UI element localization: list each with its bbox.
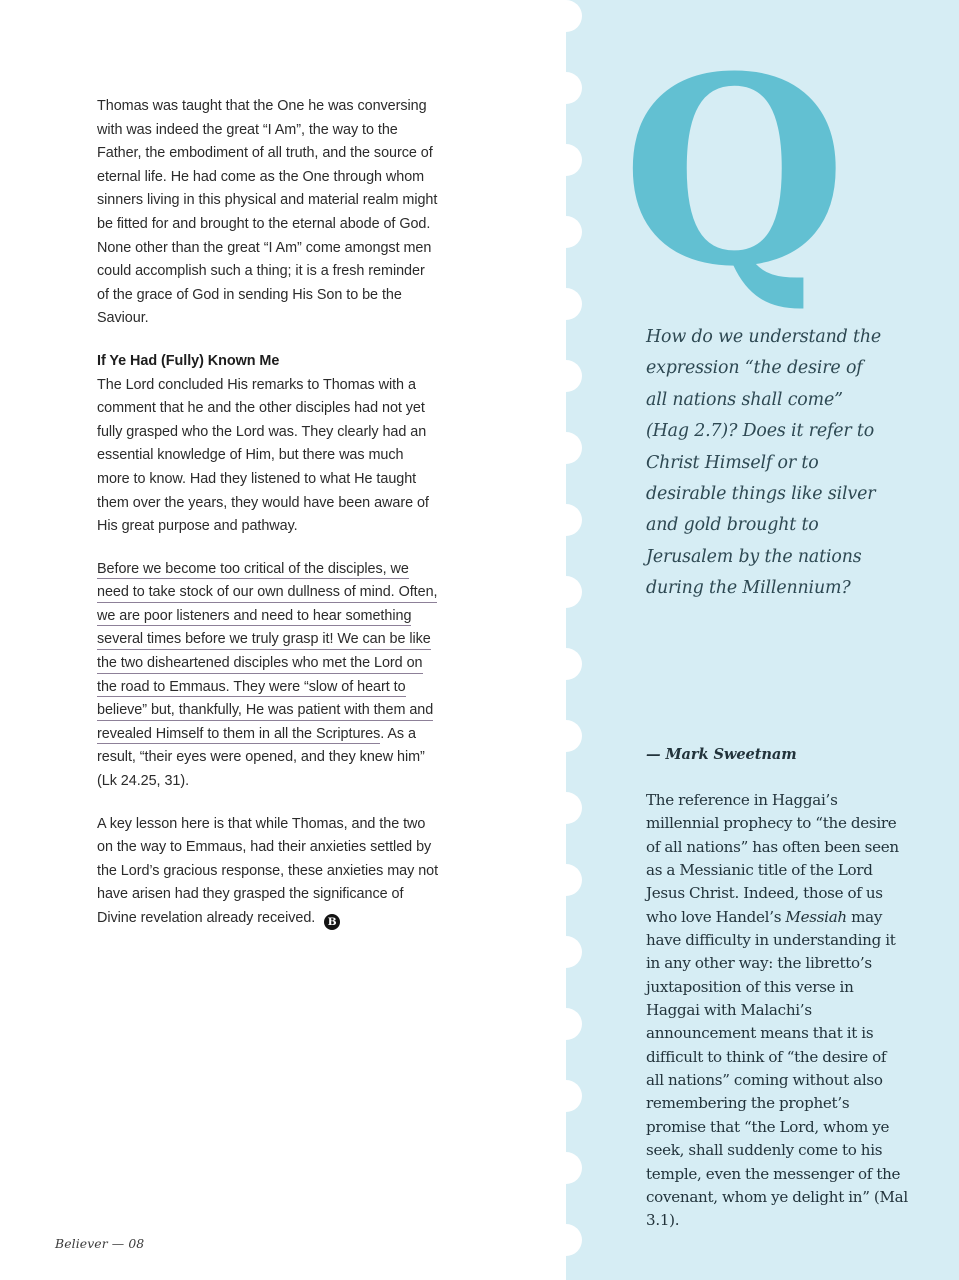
end-of-article-mark: B — [324, 914, 340, 930]
scallop-notch — [550, 792, 582, 824]
answer-part-2: may have difficulty in understanding it in any other way: the libretto’s juxtaposition of this verse in Haggai with Malachi’s announcement means that it is difficult to think of “the desire of all nations” coming without also remembering the prophet’s promise that “the Lord, whom ye seek, shall suddenly come to his temple, even the messenger of the covenant, whom ye delight in” (Mal 3.1). — [646, 907, 908, 1230]
question-text: How do we understand the expression “the desire of all nations shall come” (Hag 2.7)? Does it refer to Christ Himself or to desirable things like silver and gold brought to Jerusalem by the nations during the Millennium? — [646, 327, 882, 599]
paragraph-3-tail: . As a result, “their eyes were opened, and they knew him” (Lk 24.25, 31). — [97, 725, 425, 790]
scallop-notch — [550, 1008, 582, 1040]
answer-part-1: The reference in Haggai’s millennial prophecy to “the desire of all nations” has often been seen as a Messianic title of the Lord Jesus Christ. Indeed, those of us who love Handel’s — [646, 791, 899, 926]
paragraph-4-text: A key lesson here is that while Thomas, and the two on the way to Emmaus, had their anxieties settled by the Lord’s gracious response, these anxieties may not have arisen had they grasped the significance of Divine revelation already received. — [97, 815, 439, 926]
scallop-notch — [550, 1152, 582, 1184]
article-paragraph-3 — [97, 558, 439, 794]
article-paragraph-1: Thomas was taught that the One he was conversing with was indeed the great “I Am”, the way to the Father, the embodiment of all truth, and the source of eternal life. He had come as the One through whom sinners living in this physical and material realm might be fitted for and brought to the eternal abode of God. None other than the great “I Am” come amongst men could accomplish such a thing; it is a fresh reminder of the grace of God in sending His Son to be the Saviour. — [97, 98, 438, 327]
scallop-notch — [550, 360, 582, 392]
article-paragraph-2: The Lord concluded His remarks to Thomas with a comment that he and the other disciples had not yet fully grasped who the Lord was. They clearly had an essential knowledge of Him, but there was much more to know. Had they listened to what He taught them over the years, they would have been aware of His great purpose and pathway. — [97, 376, 429, 535]
scallop-notch — [550, 720, 582, 752]
answer-italic-title: Messiah — [785, 907, 847, 926]
scallop-notch — [550, 864, 582, 896]
underlined-passage: Before we become too critical of the disciples, we need to take stock of our own dullness of mind. Often, we are poor listeners and need to hear something several times before we truly grasp it! We can be like the two disheartened disciples who met the Lord on the road to Emmaus. They were “slow of heart to believe” but, thankfully, He was patient with them and revealed Himself to them in all the Scriptures — [97, 561, 437, 745]
scallop-notch — [550, 936, 582, 968]
scallop-notch — [550, 1224, 582, 1256]
article-column — [97, 95, 439, 950]
drop-cap-q: Q — [622, 20, 845, 323]
scallop-notch — [550, 504, 582, 536]
scallop-notch — [550, 1080, 582, 1112]
article-subheading: If Ye Had (Fully) Known Me — [97, 352, 280, 369]
scalloped-edge-decoration — [566, 0, 606, 1280]
page-footer: Believer — 08 — [55, 1236, 145, 1251]
scallop-notch — [550, 648, 582, 680]
scallop-notch — [550, 144, 582, 176]
scallop-notch — [550, 216, 582, 248]
answer-text — [646, 789, 908, 1233]
scallop-notch — [550, 432, 582, 464]
scallop-notch — [550, 288, 582, 320]
author-byline: — Mark Sweetnam — [646, 746, 797, 763]
article-paragraph-4 — [97, 813, 439, 931]
scallop-notch — [550, 576, 582, 608]
scallop-notch — [550, 72, 582, 104]
scallop-notch — [550, 0, 582, 32]
